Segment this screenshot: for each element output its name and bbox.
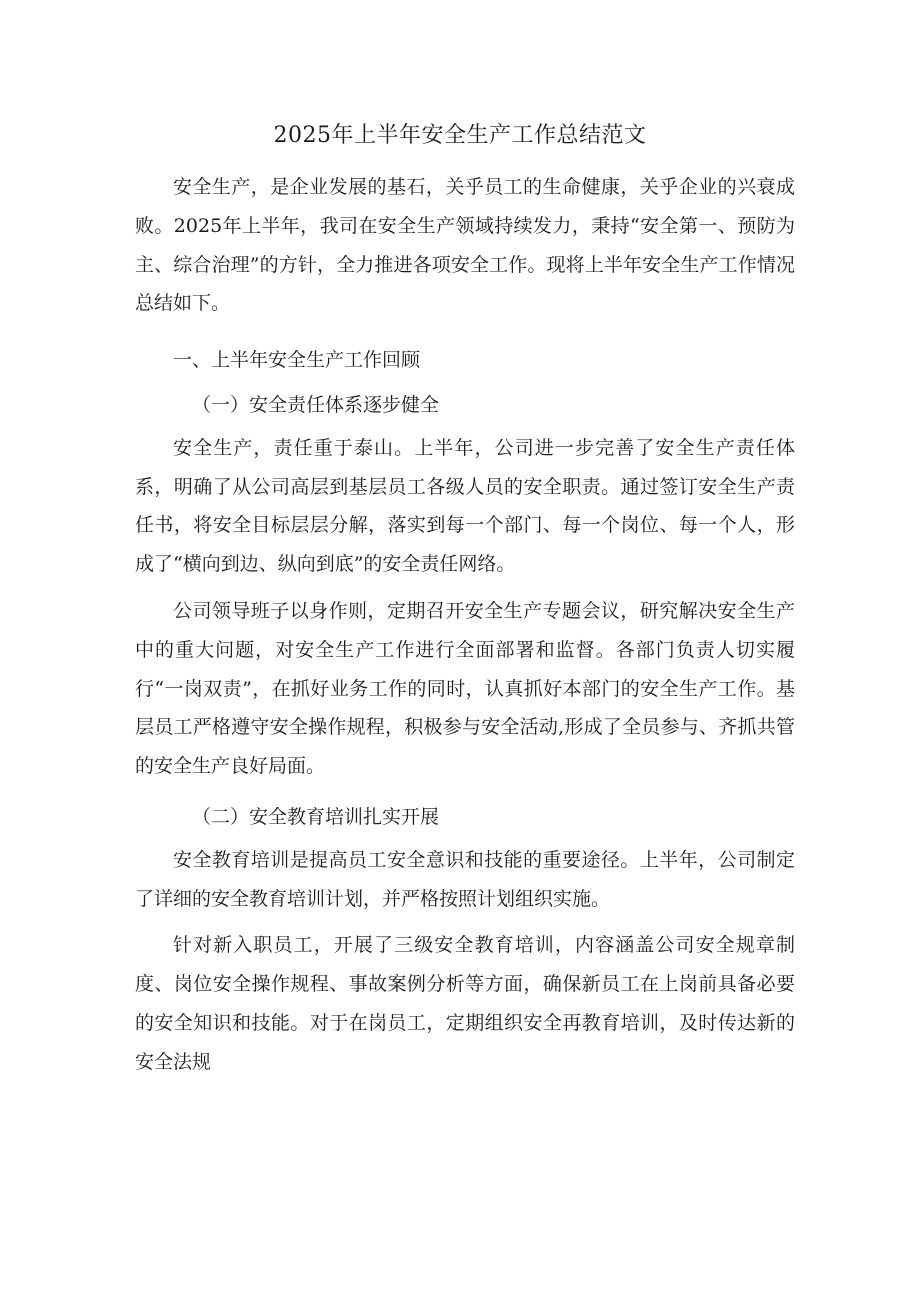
paragraph: 安全生产，责任重于泰山。上半年，公司进一步完善了安全生产责任体系，明确了从公司高层到基层员工各级人员的安全职责。通过签订安全生产责任书，将安全目标层层分解，落实到每一个部门、每一个岗位、每一个人，形成了“横向到边、纵向到底”的安全责任网络。 (135, 436, 795, 576)
page-title: 2025年上半年安全生产工作总结范文 (273, 123, 647, 148)
subsection-heading-1: （一）安全责任体系逐步健全 (192, 393, 440, 416)
spacer (135, 918, 795, 926)
paragraph: 安全教育培训是提高员工安全意识和技能的重要途径。上半年，公司制定了详细的安全教育培训计划，并严格按照计划组织实施。 (135, 848, 795, 910)
paragraph: 针对新入职员工，开展了三级安全教育培训，内容涵盖公司安全规章制度、岗位安全操作规程、事故案例分析等方面，确保新员工在上岗前具备必要的安全知识和技能。对于在岗员工，定期组织安全再教育培训，及时传达新的安全法规 (135, 934, 795, 1073)
spacer (135, 584, 795, 592)
paragraph: 公司领导班子以身作则，定期召开安全生产专题会议，研究解决安全生产中的重大问题，对安全生产工作进行全面部署和监督。各部门负责人切实履行“一岗双责”，在抓好业务工作的同时，认真抓好本部门的安全生产工作。基层员工严格遵守安全操作规程，积极参与安全活动,形成了全员参与、齐抓共管的安全生产良好局面。 (135, 599, 795, 778)
section-heading-1: 一、上半年安全生产工作回顾 (173, 349, 421, 372)
subsection-heading-2: （二）安全教育培训扎实开展 (192, 805, 440, 828)
spacer (135, 323, 795, 331)
spacer (135, 786, 795, 794)
document-body (135, 168, 795, 1082)
intro-paragraph: 安全生产，是企业发展的基石，关乎员工的生命健康，关乎企业的兴衰成败。2025年上半年，我司在安全生产领域持续发力，秉持“安全第一、预防为主、综合治理”的方针，全力推进各项安全工作。现将上半年安全生产工作情况总结如下。 (135, 176, 795, 315)
